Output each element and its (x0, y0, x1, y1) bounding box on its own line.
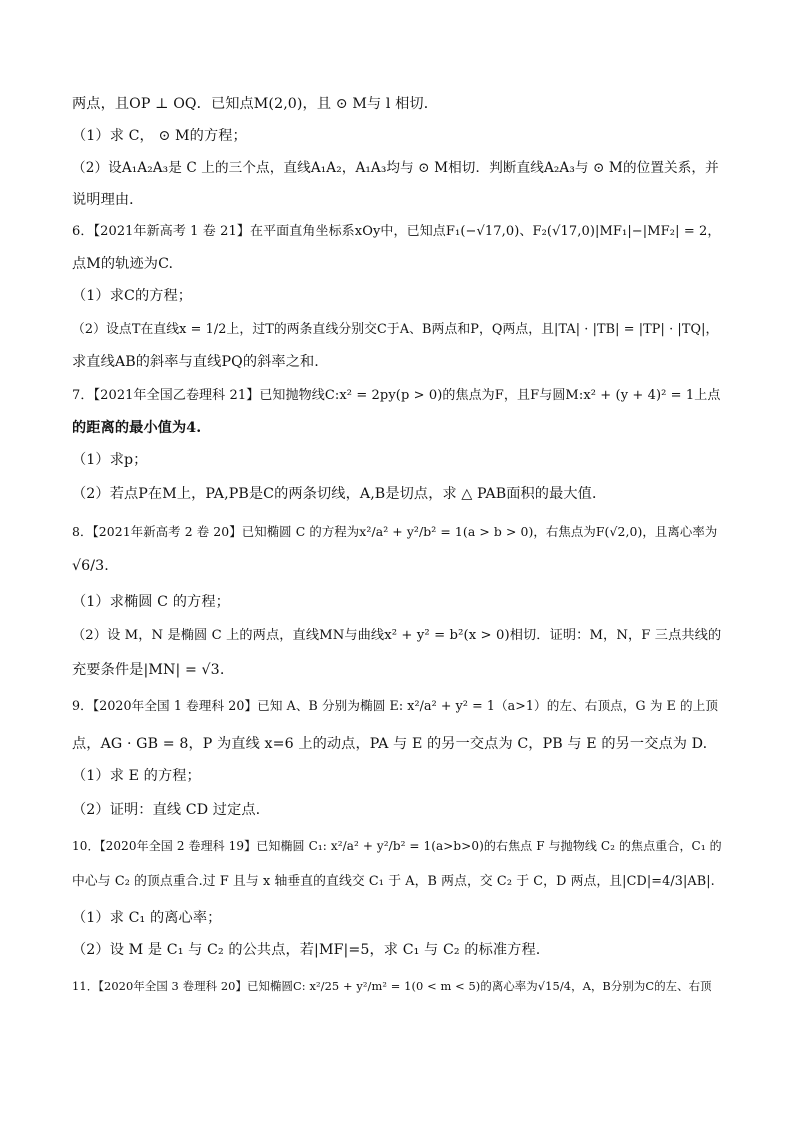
text-line: 两点，且OP ⊥ OQ．已知点M(2,0)，且 ⊙ M与 l 相切． (72, 96, 438, 112)
text-line: （1）求 C₁ 的离心率； (72, 910, 222, 926)
text-line: （2）若点P在M上，PA,PB是C的两条切线，A,B是切点，求 △ PAB面积的最大值． (72, 486, 607, 502)
text-line: （1）求 C， ⊙ M的方程； (72, 128, 247, 144)
text-line: 的距离的最小值为4. (72, 420, 202, 436)
text-line: 7．【2021年全国乙卷理科 21】已知抛物线C:x² = 2py(p > 0)的焦点为F，且F与圆M:x² + (y + 4)² = 1上点 (72, 388, 721, 403)
text-line: 6．【2021年新高考 1 卷 21】在平面直角坐标系xOy中，已知点F₁(−√17,0)、F₂(√17,0)|MF₁|−|MF₂| = 2， (72, 224, 721, 239)
text-line: 充要条件是|MN| = √3. (72, 662, 225, 678)
text-line: （2）设A₁A₂A₃是 C 上的三个点，直线A₁A₂，A₁A₃均与 ⊙ M相切．判断直线A₂A₃与 ⊙ M的位置关系，并 (72, 160, 719, 176)
text-line: （1）求p； (72, 452, 148, 468)
text-line: （1）求椭圆 C 的方程； (72, 594, 230, 610)
text-line: （2）设 M 是 C₁ 与 C₂ 的公共点，若|MF|=5，求 C₁ 与 C₂ 的标准方程. (72, 942, 541, 958)
text-line: （2）设 M，N 是椭圆 C 上的两点，直线MN与曲线x² + y² = b²(x > 0)相切．证明：M，N，F 三点共线的 (72, 628, 722, 643)
text-line: （1）求 E 的方程； (72, 768, 201, 784)
text-line: 点，AG · GB = 8，P 为直线 x=6 上的动点，PA 与 E 的另一交点为 C，PB 与 E 的另一交点为 D. (72, 736, 708, 752)
text-line: （2）证明：直线 CD 过定点. (72, 802, 261, 818)
text-line: 10．【2020年全国 2 卷理科 19】已知椭圆 C₁: x²/a² + y²/b² = 1(a>b>0)的右焦点 F 与抛物线 C₂ 的焦点重合，C₁ 的 (72, 839, 722, 853)
text-line: √6/3. (72, 558, 109, 574)
text-line: 求直线AB的斜率与直线PQ的斜率之和. (72, 354, 319, 370)
text-line: （1）求C的方程； (72, 288, 193, 304)
text-line: 8．【2021年新高考 2 卷 20】已知椭圆 C 的方程为x²/a² + y²/b² = 1(a > b > 0)，右焦点为F(√2,0)，且离心率为 (72, 524, 718, 539)
text-line: 9．【2020年全国 1 卷理科 20】已知 A、B 分别为椭圆 E: x²/a² + y² = 1（a>1）的左、右顶点，G 为 E 的上顶 (72, 698, 719, 713)
text-line: 11．【2020年全国 3 卷理科 20】已知椭圆C: x²/25 + y²/m² = 1(0 < m < 5)的离心率为√15/4，A，B分别为C的左、右顶 (72, 979, 712, 993)
text-line: 点M的轨迹为C. (72, 256, 174, 272)
text-line: （2）设点T在直线x = 1/2上，过T的两条直线分别交C于A、B两点和P，Q两点，且|TA| · |TB| = |TP| · |TQ|， (72, 322, 719, 337)
text-line: 说明理由． (72, 192, 144, 208)
text-line: 中心与 C₂ 的顶点重合.过 F 且与 x 轴垂直的直线交 C₁ 于 A，B 两点，交 C₂ 于 C，D 两点，且|CD|=4/3|AB|. (72, 874, 715, 889)
